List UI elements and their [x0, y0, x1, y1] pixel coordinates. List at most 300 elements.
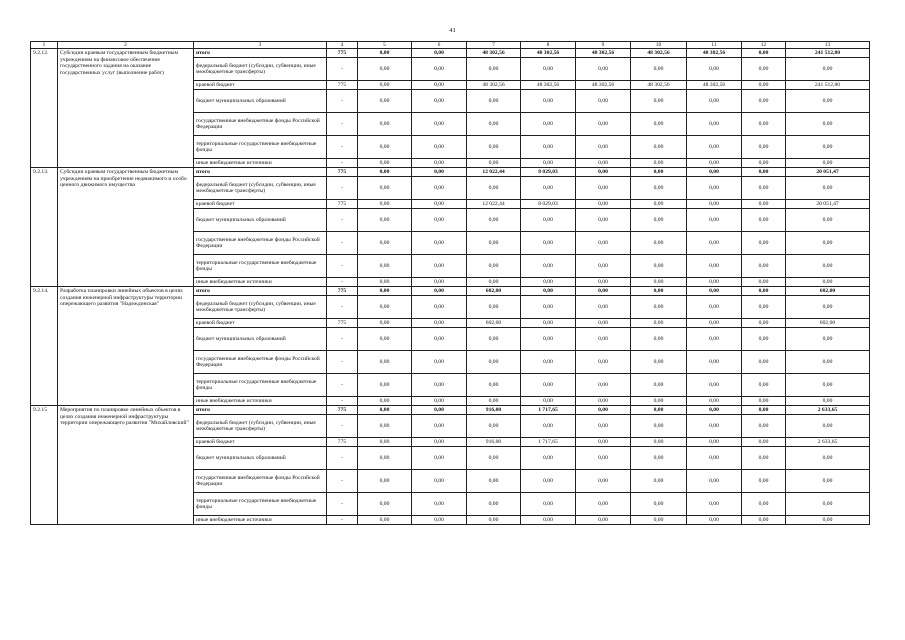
- code-cell: 775: [327, 287, 358, 296]
- amount-cell: 0,00: [631, 319, 687, 328]
- amount-cell: 0,00: [467, 113, 521, 136]
- amount-cell: 0,00: [576, 415, 631, 438]
- amount-cell: 0,00: [576, 397, 631, 406]
- code-cell: -: [327, 296, 358, 319]
- amount-cell: 2 633,65: [786, 438, 870, 447]
- amount-cell: 0,00: [631, 90, 687, 113]
- amount-cell: 0,00: [742, 296, 786, 319]
- amount-cell: 0,00: [687, 200, 742, 209]
- amount-cell: 0,00: [358, 493, 412, 516]
- amount-cell: 0,00: [576, 470, 631, 493]
- amount-cell: 0,00: [576, 516, 631, 525]
- amount-cell: 0,00: [467, 255, 521, 278]
- amount-cell: 0,00: [742, 328, 786, 351]
- code-cell: -: [327, 415, 358, 438]
- amount-cell: 8 029,03: [521, 200, 576, 209]
- section-code: 9.2.13.: [31, 168, 58, 287]
- code-cell: 775: [327, 81, 358, 90]
- amount-cell: 48 302,56: [576, 49, 631, 58]
- amount-cell: 0,00: [521, 415, 576, 438]
- amount-cell: 0,00: [467, 470, 521, 493]
- amount-cell: 0,00: [631, 351, 687, 374]
- amount-cell: 0,00: [358, 516, 412, 525]
- funding-source: итого: [194, 406, 327, 415]
- amount-cell: 0,00: [687, 351, 742, 374]
- amount-cell: 0,00: [467, 278, 521, 287]
- amount-cell: 0,00: [631, 58, 687, 81]
- amount-cell: 0,00: [412, 438, 467, 447]
- amount-cell: 0,00: [631, 113, 687, 136]
- amount-cell: 0,00: [576, 90, 631, 113]
- amount-cell: 0,00: [412, 200, 467, 209]
- amount-cell: 0,00: [742, 516, 786, 525]
- amount-cell: 0,00: [786, 447, 870, 470]
- amount-cell: 0,00: [687, 397, 742, 406]
- amount-cell: 0,00: [742, 113, 786, 136]
- funding-source: краевой бюджет: [194, 200, 327, 209]
- amount-cell: 0,00: [521, 328, 576, 351]
- amount-cell: 0,00: [742, 493, 786, 516]
- amount-cell: 0,00: [358, 90, 412, 113]
- amount-cell: 0,00: [631, 447, 687, 470]
- amount-cell: 0,00: [786, 232, 870, 255]
- code-cell: -: [327, 232, 358, 255]
- table-row: [31, 168, 870, 177]
- section-code: 9.2.14.: [31, 287, 58, 406]
- table-row: [31, 49, 870, 58]
- amount-cell: 0,00: [521, 516, 576, 525]
- amount-cell: 0,00: [412, 58, 467, 81]
- amount-cell: 0,00: [412, 516, 467, 525]
- amount-cell: 0,00: [358, 319, 412, 328]
- code-cell: 775: [327, 406, 358, 415]
- funding-source: федеральный бюджет (субсидии, субвенции, иные межбюджетные трансферты): [194, 177, 327, 200]
- amount-cell: 0,00: [521, 374, 576, 397]
- funding-source: государственные внебюджетные фонды Российской Федерации: [194, 113, 327, 136]
- amount-cell: 0,00: [521, 232, 576, 255]
- amount-cell: 0,00: [687, 168, 742, 177]
- amount-cell: 0,00: [631, 397, 687, 406]
- amount-cell: 0,00: [742, 58, 786, 81]
- amount-cell: 0,00: [786, 470, 870, 493]
- amount-cell: 0,00: [412, 470, 467, 493]
- amount-cell: 0,00: [467, 374, 521, 397]
- amount-cell: 0,00: [742, 319, 786, 328]
- column-number-row: [31, 42, 870, 49]
- col-header: 1: [31, 42, 58, 49]
- amount-cell: 0,00: [742, 351, 786, 374]
- code-cell: 775: [327, 49, 358, 58]
- funding-source: итого: [194, 287, 327, 296]
- code-cell: -: [327, 159, 358, 168]
- funding-source: иные внебюджетные источники: [194, 278, 327, 287]
- amount-cell: 0,00: [412, 49, 467, 58]
- amount-cell: 1 717,65: [521, 438, 576, 447]
- table-row: [31, 406, 870, 415]
- amount-cell: 0,00: [631, 516, 687, 525]
- amount-cell: 0,00: [358, 209, 412, 232]
- amount-cell: 0,00: [631, 296, 687, 319]
- funding-source: государственные внебюджетные фонды Российской Федерации: [194, 470, 327, 493]
- amount-cell: 0,00: [786, 516, 870, 525]
- col-header: 9: [576, 42, 631, 49]
- funding-source: территориальные государственные внебюджетные фонды: [194, 136, 327, 159]
- amount-cell: 0,00: [786, 493, 870, 516]
- amount-cell: 0,00: [521, 493, 576, 516]
- amount-cell: 0,00: [358, 406, 412, 415]
- amount-cell: 48 302,56: [576, 81, 631, 90]
- amount-cell: 0,00: [467, 328, 521, 351]
- amount-cell: 0,00: [576, 232, 631, 255]
- code-cell: -: [327, 255, 358, 278]
- funding-source: территориальные государственные внебюджетные фонды: [194, 255, 327, 278]
- amount-cell: 0,00: [786, 296, 870, 319]
- amount-cell: 0,00: [412, 319, 467, 328]
- amount-cell: 0,00: [687, 136, 742, 159]
- amount-cell: 0,00: [687, 90, 742, 113]
- amount-cell: 0,00: [786, 328, 870, 351]
- amount-cell: 0,00: [687, 159, 742, 168]
- section-code: 9.2.15: [31, 406, 58, 525]
- amount-cell: 0,00: [467, 296, 521, 319]
- amount-cell: 2 633,65: [786, 406, 870, 415]
- funding-source: краевой бюджет: [194, 81, 327, 90]
- amount-cell: 0,00: [412, 328, 467, 351]
- amount-cell: 0,00: [631, 493, 687, 516]
- col-header: 12: [742, 42, 786, 49]
- amount-cell: 0,00: [742, 49, 786, 58]
- amount-cell: 0,00: [687, 447, 742, 470]
- code-cell: -: [327, 278, 358, 287]
- amount-cell: 0,00: [467, 415, 521, 438]
- amount-cell: 0,00: [412, 255, 467, 278]
- funding-source: бюджет муниципальных образований: [194, 447, 327, 470]
- amount-cell: 0,00: [467, 90, 521, 113]
- amount-cell: 0,00: [358, 49, 412, 58]
- amount-cell: 0,00: [576, 296, 631, 319]
- amount-cell: 0,00: [786, 58, 870, 81]
- amount-cell: 0,00: [687, 516, 742, 525]
- code-cell: -: [327, 470, 358, 493]
- amount-cell: 0,00: [742, 168, 786, 177]
- amount-cell: 0,00: [631, 136, 687, 159]
- amount-cell: 0,00: [576, 406, 631, 415]
- amount-cell: 0,00: [631, 232, 687, 255]
- amount-cell: 0,00: [786, 113, 870, 136]
- col-header: 4: [327, 42, 358, 49]
- code-cell: -: [327, 58, 358, 81]
- amount-cell: 8 029,03: [521, 168, 576, 177]
- amount-cell: 0,00: [521, 255, 576, 278]
- amount-cell: 0,00: [358, 177, 412, 200]
- amount-cell: 0,00: [358, 296, 412, 319]
- amount-cell: 48 302,56: [631, 81, 687, 90]
- amount-cell: 0,00: [412, 159, 467, 168]
- amount-cell: 20 051,47: [786, 200, 870, 209]
- amount-cell: 0,00: [521, 278, 576, 287]
- amount-cell: 0,00: [687, 113, 742, 136]
- amount-cell: 0,00: [358, 470, 412, 493]
- col-header: 7: [467, 42, 521, 49]
- amount-cell: 0,00: [786, 177, 870, 200]
- code-cell: -: [327, 516, 358, 525]
- amount-cell: 0,00: [631, 328, 687, 351]
- amount-cell: 0,00: [631, 200, 687, 209]
- amount-cell: 48 302,56: [467, 81, 521, 90]
- amount-cell: 602,00: [467, 319, 521, 328]
- amount-cell: 0,00: [786, 278, 870, 287]
- amount-cell: 0,00: [742, 470, 786, 493]
- amount-cell: 0,00: [412, 113, 467, 136]
- col-header: 8: [521, 42, 576, 49]
- amount-cell: 0,00: [358, 287, 412, 296]
- code-cell: 775: [327, 438, 358, 447]
- amount-cell: 0,00: [786, 209, 870, 232]
- amount-cell: 0,00: [521, 159, 576, 168]
- amount-cell: 0,00: [412, 406, 467, 415]
- amount-cell: 0,00: [576, 374, 631, 397]
- amount-cell: 0,00: [687, 232, 742, 255]
- amount-cell: 0,00: [687, 328, 742, 351]
- amount-cell: 0,00: [631, 168, 687, 177]
- amount-cell: 0,00: [358, 397, 412, 406]
- section-name: Субсидии краевым государственным бюджетным учреждениям на приобретение недвижимого и особо ценного движимого имущества: [58, 168, 194, 287]
- amount-cell: 0,00: [631, 177, 687, 200]
- amount-cell: 1 717,65: [521, 406, 576, 415]
- amount-cell: 0,00: [742, 287, 786, 296]
- amount-cell: 0,00: [412, 278, 467, 287]
- code-cell: 775: [327, 200, 358, 209]
- amount-cell: 0,00: [576, 113, 631, 136]
- code-cell: -: [327, 374, 358, 397]
- amount-cell: 916,00: [467, 406, 521, 415]
- amount-cell: 0,00: [467, 159, 521, 168]
- amount-cell: 0,00: [521, 319, 576, 328]
- amount-cell: 0,00: [358, 58, 412, 81]
- amount-cell: 0,00: [576, 438, 631, 447]
- amount-cell: 0,00: [358, 415, 412, 438]
- code-cell: -: [327, 397, 358, 406]
- amount-cell: 0,00: [467, 516, 521, 525]
- amount-cell: 0,00: [412, 287, 467, 296]
- amount-cell: 0,00: [631, 406, 687, 415]
- amount-cell: 0,00: [786, 136, 870, 159]
- amount-cell: 0,00: [742, 255, 786, 278]
- section-name: Субсидии краевым государственным бюджетным учреждениям на финансовое обеспечение государственного задания на оказание государственных услуг (выполнение работ): [58, 49, 194, 168]
- section-code: 9.2.12.: [31, 49, 58, 168]
- amount-cell: 0,00: [576, 168, 631, 177]
- amount-cell: 0,00: [631, 470, 687, 493]
- code-cell: -: [327, 447, 358, 470]
- amount-cell: 0,00: [358, 159, 412, 168]
- amount-cell: 0,00: [358, 113, 412, 136]
- code-cell: -: [327, 328, 358, 351]
- amount-cell: 0,00: [412, 90, 467, 113]
- amount-cell: 0,00: [576, 328, 631, 351]
- amount-cell: 0,00: [521, 296, 576, 319]
- amount-cell: 602,00: [467, 287, 521, 296]
- amount-cell: 0,00: [521, 470, 576, 493]
- amount-cell: 0,00: [467, 351, 521, 374]
- amount-cell: 0,00: [358, 351, 412, 374]
- amount-cell: 0,00: [576, 493, 631, 516]
- amount-cell: 0,00: [576, 278, 631, 287]
- amount-cell: 0,00: [521, 177, 576, 200]
- budget-table: [30, 41, 870, 525]
- amount-cell: 48 302,56: [687, 49, 742, 58]
- funding-source: федеральный бюджет (субсидии, субвенции, иные межбюджетные трансферты): [194, 415, 327, 438]
- amount-cell: 0,00: [742, 397, 786, 406]
- amount-cell: 0,00: [467, 209, 521, 232]
- amount-cell: 48 302,56: [521, 49, 576, 58]
- amount-cell: 0,00: [412, 374, 467, 397]
- amount-cell: 0,00: [521, 90, 576, 113]
- amount-cell: 916,00: [467, 438, 521, 447]
- funding-source: государственные внебюджетные фонды Российской Федерации: [194, 351, 327, 374]
- amount-cell: 0,00: [687, 319, 742, 328]
- amount-cell: 0,00: [521, 351, 576, 374]
- amount-cell: 0,00: [742, 374, 786, 397]
- amount-cell: 0,00: [687, 278, 742, 287]
- amount-cell: 0,00: [358, 136, 412, 159]
- funding-source: иные внебюджетные источники: [194, 516, 327, 525]
- table-row: [31, 287, 870, 296]
- code-cell: -: [327, 209, 358, 232]
- amount-cell: 0,00: [687, 438, 742, 447]
- amount-cell: 0,00: [576, 351, 631, 374]
- col-header: 10: [631, 42, 687, 49]
- amount-cell: 0,00: [467, 232, 521, 255]
- amount-cell: 48 302,56: [521, 81, 576, 90]
- amount-cell: 0,00: [742, 81, 786, 90]
- amount-cell: 0,00: [631, 374, 687, 397]
- amount-cell: 12 022,44: [467, 200, 521, 209]
- col-header: 6: [412, 42, 467, 49]
- funding-source: итого: [194, 49, 327, 58]
- amount-cell: 0,00: [576, 209, 631, 232]
- amount-cell: 48 302,56: [631, 49, 687, 58]
- funding-source: иные внебюджетные источники: [194, 397, 327, 406]
- amount-cell: 0,00: [358, 374, 412, 397]
- amount-cell: 0,00: [576, 287, 631, 296]
- col-header: 2: [58, 42, 194, 49]
- amount-cell: 0,00: [412, 136, 467, 159]
- amount-cell: 0,00: [576, 136, 631, 159]
- amount-cell: 48 302,56: [467, 49, 521, 58]
- amount-cell: 0,00: [742, 438, 786, 447]
- amount-cell: 0,00: [467, 58, 521, 81]
- code-cell: -: [327, 351, 358, 374]
- amount-cell: 0,00: [358, 447, 412, 470]
- amount-cell: 0,00: [576, 447, 631, 470]
- amount-cell: 0,00: [687, 415, 742, 438]
- amount-cell: 0,00: [358, 232, 412, 255]
- section-name: Мероприятия по планировке линейных объектов в целях создания инженерной инфраструктуры территории опережающего развития "Михайловский": [58, 406, 194, 525]
- amount-cell: 0,00: [786, 159, 870, 168]
- amount-cell: 0,00: [576, 159, 631, 168]
- amount-cell: 0,00: [631, 278, 687, 287]
- amount-cell: 0,00: [576, 58, 631, 81]
- code-cell: -: [327, 90, 358, 113]
- amount-cell: 0,00: [742, 415, 786, 438]
- amount-cell: 48 302,56: [687, 81, 742, 90]
- amount-cell: 0,00: [742, 136, 786, 159]
- amount-cell: 602,00: [786, 287, 870, 296]
- amount-cell: 0,00: [467, 136, 521, 159]
- amount-cell: 0,00: [358, 278, 412, 287]
- amount-cell: 0,00: [687, 255, 742, 278]
- amount-cell: 241 512,80: [786, 81, 870, 90]
- amount-cell: 0,00: [412, 209, 467, 232]
- amount-cell: 0,00: [631, 255, 687, 278]
- amount-cell: 0,00: [412, 415, 467, 438]
- col-header: 11: [687, 42, 742, 49]
- amount-cell: 0,00: [687, 177, 742, 200]
- funding-source: краевой бюджет: [194, 438, 327, 447]
- funding-source: иные внебюджетные источники: [194, 159, 327, 168]
- amount-cell: 0,00: [358, 438, 412, 447]
- amount-cell: 0,00: [742, 232, 786, 255]
- amount-cell: 0,00: [687, 58, 742, 81]
- amount-cell: 0,00: [521, 287, 576, 296]
- section-name: Разработка планировки линейных объектов в целях создания инженерной инфраструктуры территории опережающего развития "Надеждинская": [58, 287, 194, 406]
- code-cell: 775: [327, 319, 358, 328]
- amount-cell: 20 051,47: [786, 168, 870, 177]
- funding-source: итого: [194, 168, 327, 177]
- amount-cell: 0,00: [467, 447, 521, 470]
- amount-cell: 0,00: [631, 415, 687, 438]
- amount-cell: 0,00: [786, 415, 870, 438]
- amount-cell: 0,00: [412, 351, 467, 374]
- amount-cell: 0,00: [467, 493, 521, 516]
- amount-cell: 0,00: [631, 438, 687, 447]
- amount-cell: 0,00: [521, 447, 576, 470]
- amount-cell: 0,00: [467, 397, 521, 406]
- amount-cell: 0,00: [358, 168, 412, 177]
- amount-cell: 0,00: [412, 447, 467, 470]
- code-cell: -: [327, 136, 358, 159]
- amount-cell: 0,00: [631, 159, 687, 168]
- amount-cell: 602,00: [786, 319, 870, 328]
- code-cell: -: [327, 113, 358, 136]
- amount-cell: 0,00: [521, 113, 576, 136]
- amount-cell: 0,00: [687, 296, 742, 319]
- amount-cell: 0,00: [412, 232, 467, 255]
- amount-cell: 0,00: [687, 287, 742, 296]
- amount-cell: 0,00: [412, 296, 467, 319]
- amount-cell: 12 022,44: [467, 168, 521, 177]
- amount-cell: 0,00: [742, 90, 786, 113]
- amount-cell: 0,00: [687, 374, 742, 397]
- amount-cell: 241 512,80: [786, 49, 870, 58]
- amount-cell: 0,00: [521, 58, 576, 81]
- amount-cell: 0,00: [742, 447, 786, 470]
- amount-cell: 0,00: [631, 287, 687, 296]
- funding-source: бюджет муниципальных образований: [194, 328, 327, 351]
- amount-cell: 0,00: [687, 470, 742, 493]
- amount-cell: 0,00: [786, 374, 870, 397]
- amount-cell: 0,00: [576, 200, 631, 209]
- table-body: [31, 42, 870, 525]
- amount-cell: 0,00: [521, 136, 576, 159]
- code-cell: -: [327, 177, 358, 200]
- col-header: 3: [194, 42, 327, 49]
- amount-cell: 0,00: [742, 159, 786, 168]
- amount-cell: 0,00: [687, 493, 742, 516]
- amount-cell: 0,00: [576, 177, 631, 200]
- amount-cell: 0,00: [786, 351, 870, 374]
- amount-cell: 0,00: [412, 81, 467, 90]
